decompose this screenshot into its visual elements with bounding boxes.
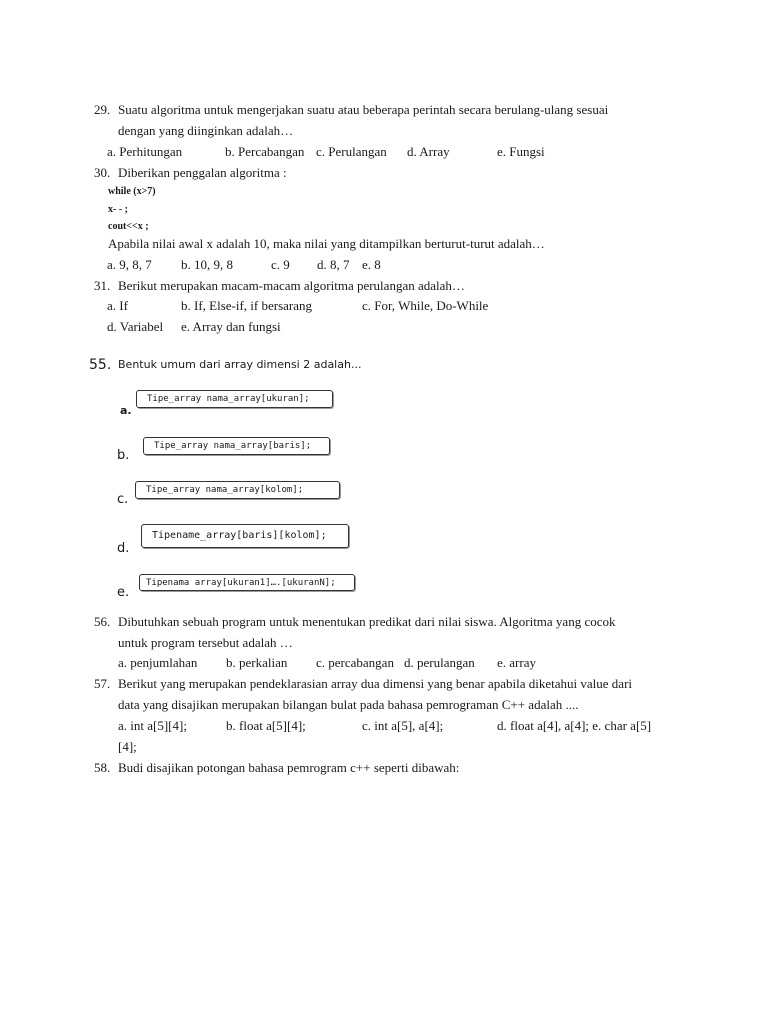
code-line: cout<<x ; <box>108 221 149 232</box>
code-box-b: Tipe_array nama_array[baris]; <box>143 437 330 455</box>
option-e: e. Fungsi <box>497 144 545 159</box>
option-b: b. If, Else-if, if bersarang <box>181 298 313 313</box>
option-d: d. perulangan <box>404 655 475 670</box>
question-number: 56. <box>94 614 111 629</box>
question-text: Apabila nilai awal x adalah 10, maka nilai yang ditampilkan berturut-turut adalah… <box>108 236 545 251</box>
option-d: d. Array <box>407 144 450 159</box>
option-letter: b. <box>117 448 130 463</box>
option-c: c. percabangan <box>316 655 394 670</box>
question-text: Berikut merupakan macam-macam algoritma perulangan adalah… <box>118 278 465 293</box>
option-e: e. Array dan fungsi <box>181 319 281 334</box>
option-wrap: [4]; <box>118 739 137 754</box>
question-number: 57. <box>94 676 111 691</box>
option-b: b. 10, 9, 8 <box>181 257 233 272</box>
question-number: 55. <box>89 357 112 373</box>
option-d-e: d. float a[4], a[4]; e. char a[5] <box>497 718 652 733</box>
question-text: Suatu algoritma untuk mengerjakan suatu atau beberapa perintah secara berulang-ulang sesuai <box>118 102 609 117</box>
option-c: c. For, While, Do-While <box>362 298 489 313</box>
code-box-c: Tipe_array nama_array[kolom]; <box>135 481 340 499</box>
code-box-e: Tipenama array[ukuran1]….[ukuranN]; <box>139 574 355 591</box>
question-text: data yang disajikan merupakan bilangan bulat pada bahasa pemrograman C++ adalah .... <box>118 697 579 712</box>
option-a: a. Perhitungan <box>107 144 183 159</box>
option-d: d. Variabel <box>107 319 164 334</box>
option-c: c. 9 <box>271 257 290 272</box>
question-text: Budi disajikan potongan bahasa pemrogram c++ seperti dibawah: <box>118 760 460 775</box>
question-number: 29. <box>94 102 111 117</box>
option-c: c. Perulangan <box>316 144 387 159</box>
option-a: a. int a[5][4]; <box>118 718 187 733</box>
option-e: e. 8 <box>362 257 381 272</box>
code-line: x- - ; <box>108 204 128 215</box>
question-text: Dibutuhkan sebuah program untuk menentukan predikat dari nilai siswa. Algoritma yang cocok <box>118 614 616 629</box>
option-a: a. If <box>107 298 128 313</box>
option-b: b. perkalian <box>226 655 288 670</box>
option-e: e. array <box>497 655 536 670</box>
question-number: 58. <box>94 760 111 775</box>
code-box-a: Tipe_array nama_array[ukuran]; <box>136 390 333 408</box>
question-text: Bentuk umum dari array dimensi 2 adalah... <box>118 358 362 371</box>
code-line: while (x>7) <box>108 186 156 197</box>
question-text: dengan yang diinginkan adalah… <box>118 123 294 138</box>
option-letter: e. <box>117 585 130 600</box>
question-text: Berikut yang merupakan pendeklarasian array dua dimensi yang benar apabila diketahui value dari <box>118 676 633 691</box>
option-a: a. 9, 8, 7 <box>107 257 152 272</box>
option-letter: a. <box>120 404 132 417</box>
option-d: d. 8, 7 <box>317 257 350 272</box>
question-number: 31. <box>94 278 111 293</box>
option-b: b. Percabangan <box>225 144 305 159</box>
question-number: 30. <box>94 165 111 180</box>
question-text: untuk program tersebut adalah … <box>118 635 293 650</box>
option-letter: d. <box>117 541 130 556</box>
option-a: a. penjumlahan <box>118 655 198 670</box>
question-text: Diberikan penggalan algoritma : <box>118 165 287 180</box>
option-b: b. float a[5][4]; <box>226 718 306 733</box>
option-c: c. int a[5], a[4]; <box>362 718 444 733</box>
code-box-d: Tipename_array[baris][kolom]; <box>141 524 349 548</box>
option-letter: c. <box>117 492 129 507</box>
